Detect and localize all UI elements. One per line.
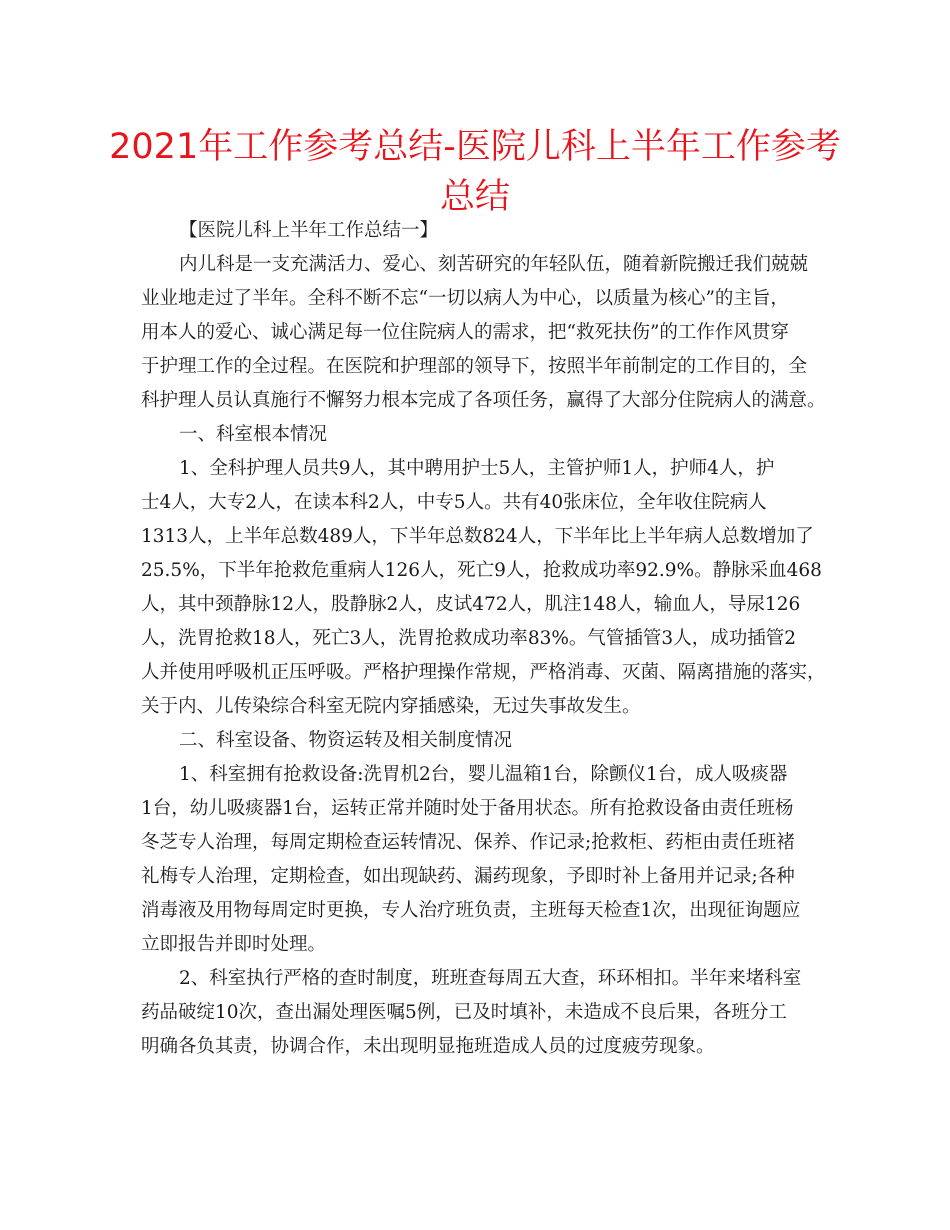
paragraph-line: 1、全科护理人员共9人，其中聘用护士5人，主管护师1人，护师4人，护	[179, 458, 775, 479]
paragraph-line: 1、科室拥有抢救设备:洗胃机2台，婴儿温箱1台，除颤仪1台，成人吸痰器	[179, 764, 788, 785]
paragraph-line: 人，其中颈静脉12人，股静脉2人，皮试472人，肌注148人，输血人，导尿126	[141, 594, 801, 615]
paragraph-line: 礼梅专人治理，定期检查，如出现缺药、漏药现象，予即时补上备用并记录;各种	[141, 866, 795, 887]
section-heading: 一、科室根本情况	[179, 424, 328, 445]
paragraph-line: 明确各负其责，协调合作，未出现明显拖班造成人员的过度疲劳现象。	[141, 1036, 715, 1057]
paragraph-line: 业业地走过了半年。全科不断不忘“一切以病人为中心，以质量为核心”的主旨，	[141, 288, 789, 309]
paragraph-line: 士4人，大专2人，在读本科2人，中专5人。共有40张床位，全年收住院病人	[141, 492, 767, 513]
paragraph-line: 25.5%，下半年抢救危重病人126人，死亡9人，抢救成功率92.9%。静脉采血468	[141, 560, 822, 581]
paragraph-line: 消毒液及用物每周定时更换，专人治疗班负责，主班每天检查1次，出现征询题应	[141, 900, 801, 921]
section-heading: 【医院儿科上半年工作总结一】	[179, 220, 439, 241]
section-heading: 二、科室设备、物资运转及相关制度情况	[179, 730, 513, 751]
document-body	[141, 214, 831, 1064]
paragraph-line: 冬芝专人治理，每周定期检查运转情况、保养、作记录;抢救柜、药柜由责任班褚	[141, 832, 795, 853]
paragraph-line: 人并使用呼吸机正压呼吸。严格护理操作常规，严格消毒、灭菌、隔离措施的落实，	[141, 662, 826, 683]
paragraph-line: 内儿科是一支充满活力、爱心、刻苦研究的年轻队伍，随着新院搬迁我们兢兢	[179, 254, 809, 275]
paragraph-line: 立即报告并即时处理。	[141, 934, 327, 955]
paragraph-line: 科护理人员认真施行不懈努力根本完成了各项任务，赢得了大部分住院病人的满意。	[141, 390, 826, 411]
paragraph-line: 关于内、儿传染综合科室无院内穿插感染，无过失事故发生。	[141, 696, 641, 717]
paragraph-line: 1台，幼儿吸痰器1台，运转正常并随时处于备用状态。所有抢救设备由责任班杨	[141, 798, 794, 819]
paragraph-line: 药品破绽10次，查出漏处理医嘱5例，已及时填补，未造成不良后果，各班分工	[141, 1002, 787, 1023]
paragraph-line: 于护理工作的全过程。在医院和护理部的领导下，按照半年前制定的工作目的，全	[141, 356, 808, 377]
paragraph-line: 2、科室执行严格的查时制度，班班查每周五大查，环环相扣。半年来堵科室	[179, 968, 802, 989]
paragraph-line: 人，洗胃抢救18人，死亡3人，洗胃抢救成功率83%。气管插管3人，成功插管2	[141, 628, 796, 649]
document-title	[100, 122, 850, 222]
paragraph-line: 1313人，上半年总数489人，下半年总数824人，下半年比上半年病人总数增加了	[141, 526, 814, 547]
title-line-2: 总结	[439, 177, 510, 217]
title-line-1: 2021年工作参考总结-医院儿科上半年工作参考	[109, 127, 841, 167]
paragraph-line: 用本人的爱心、诚心满足每一位住院病人的需求，把“救死扶伤”的工作作风贯穿	[141, 322, 789, 343]
